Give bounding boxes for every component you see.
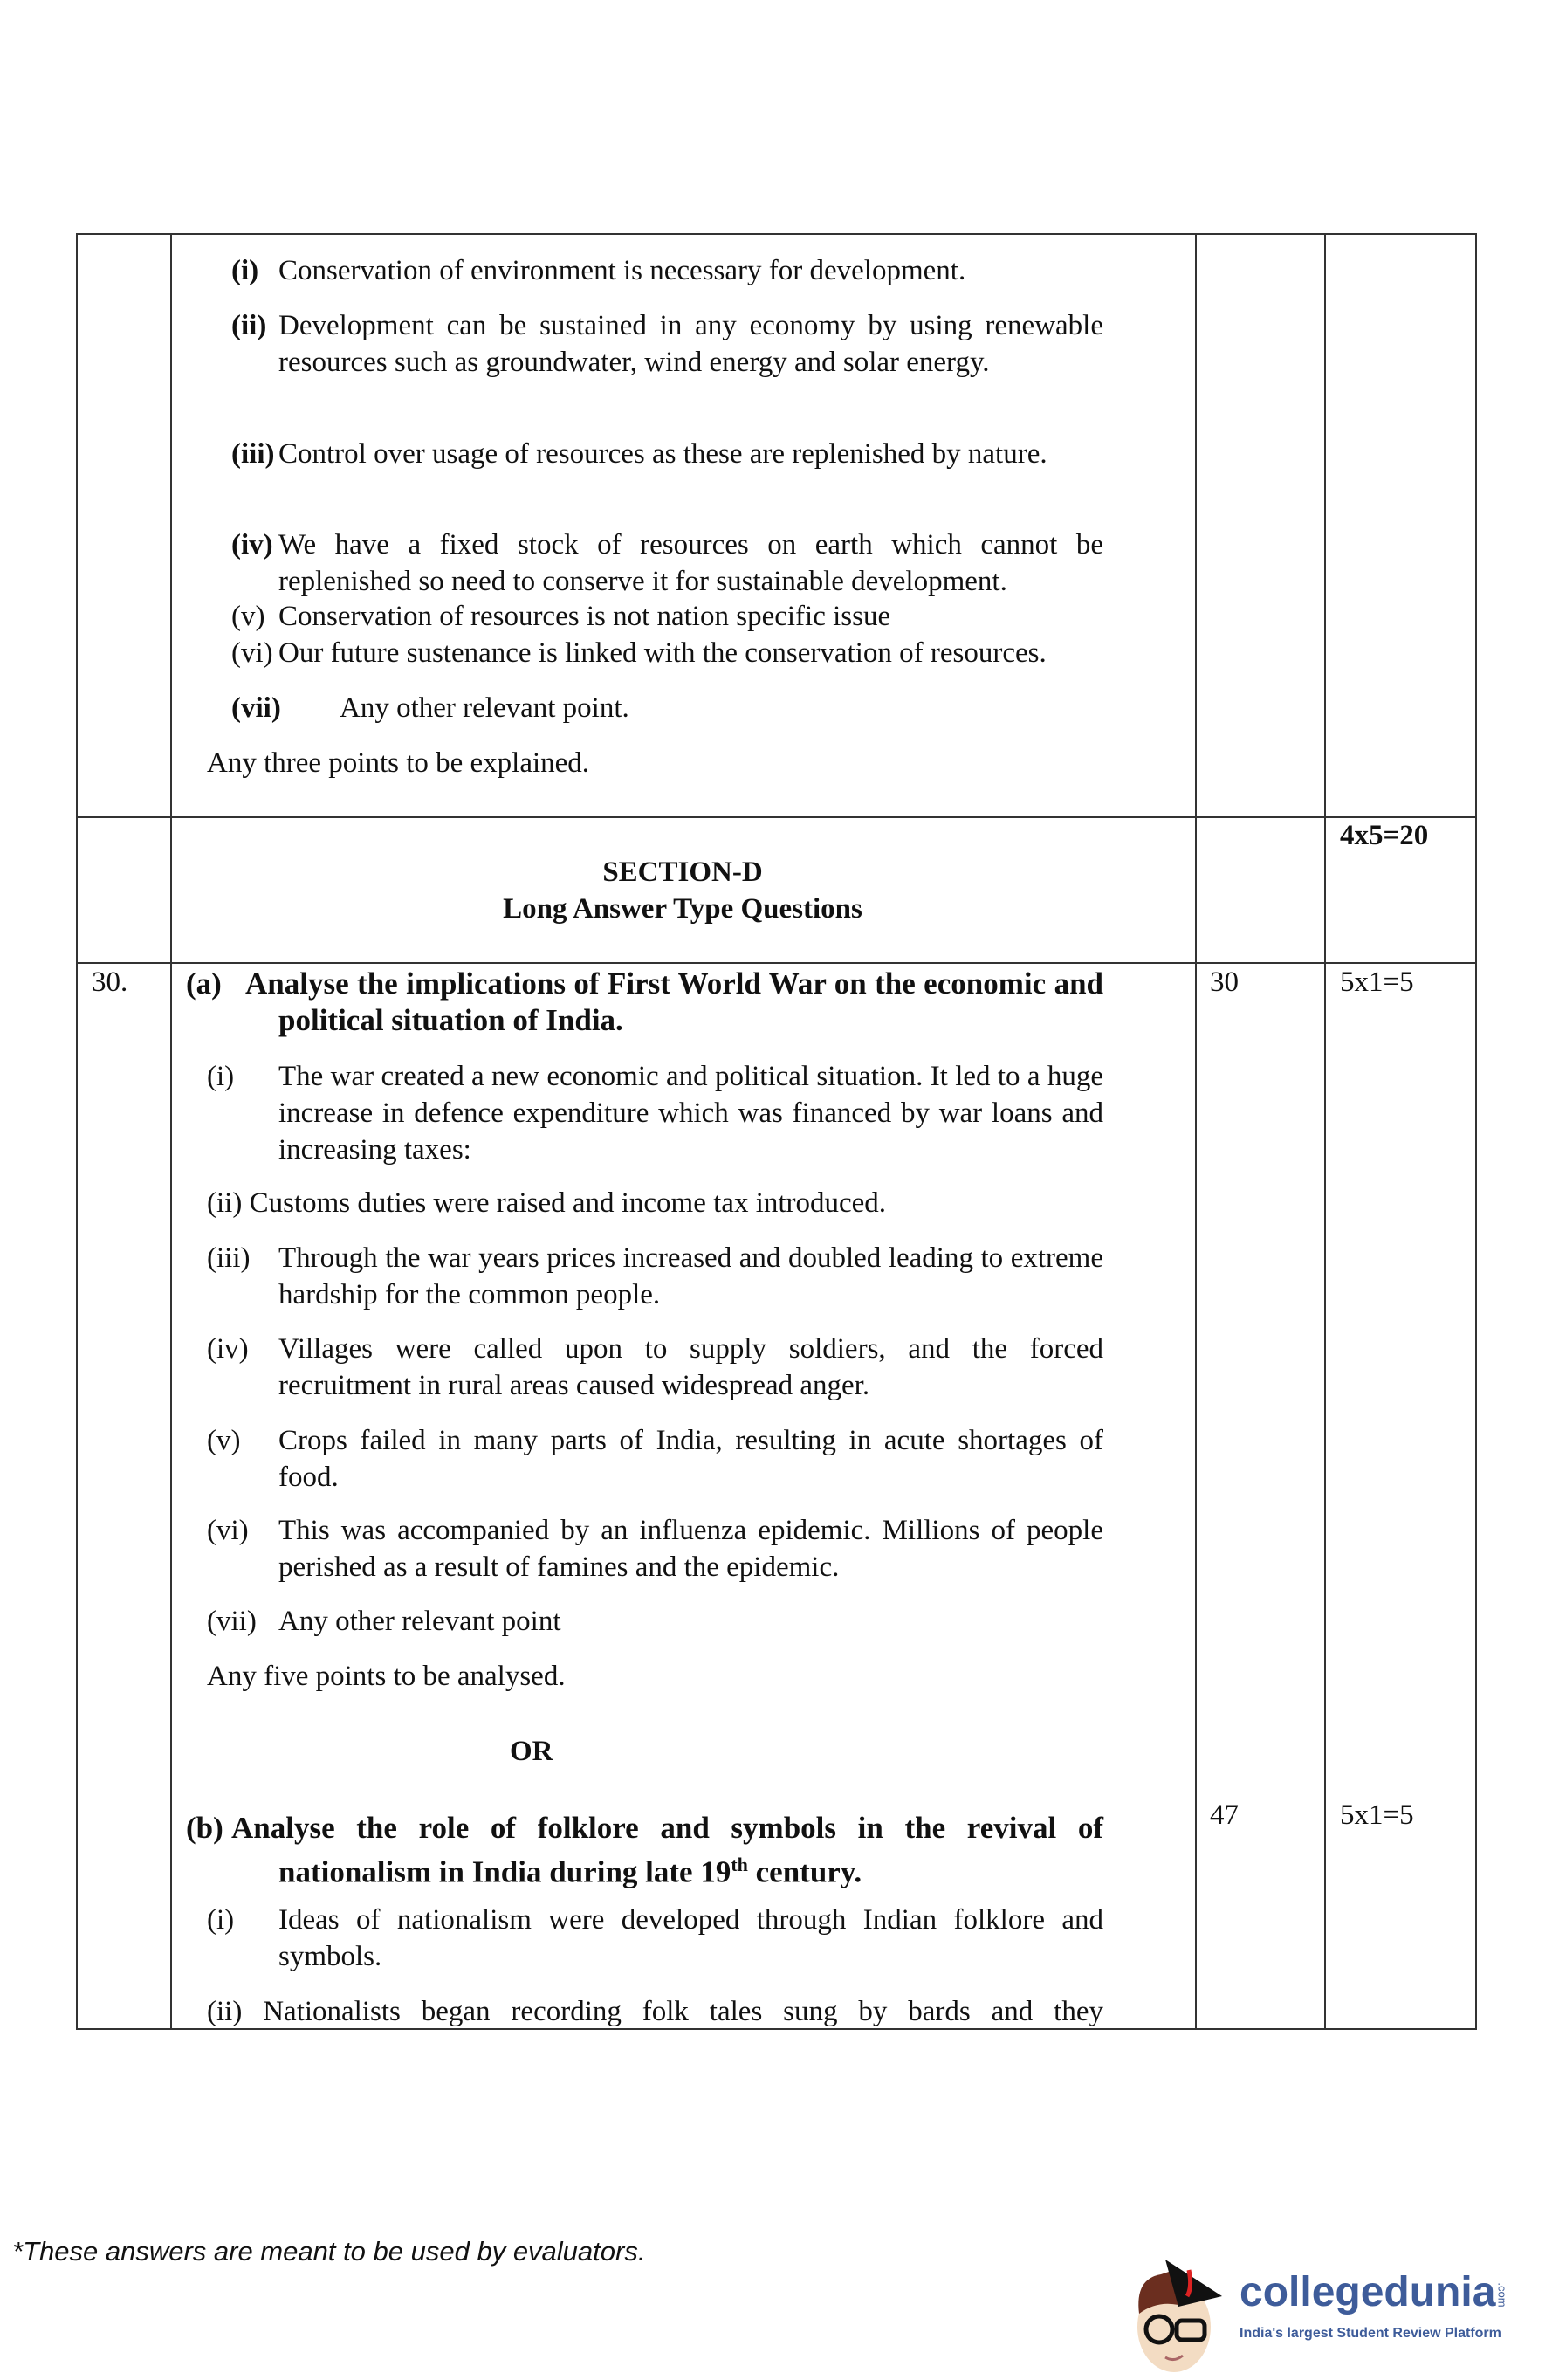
list-item: (iii) Control over usage of resources as these are replenished by nature. bbox=[231, 438, 1047, 470]
list-item: (v) Conservation of resources is not nation specific issue bbox=[231, 601, 891, 632]
logo-tagline: India's largest Student Review Platform bbox=[1240, 2326, 1501, 2341]
column-line bbox=[1324, 233, 1326, 2030]
list-item: (v) Crops failed in many parts of India, resulting in acute shortages of food. bbox=[207, 1425, 1103, 1493]
question-a: (a) Analyse the implications of First World War on the economic and political situation of India. bbox=[186, 966, 1103, 1037]
question-marks: 5x1=5 bbox=[1340, 1799, 1414, 1831]
logo-wordmark: collegedunia.com bbox=[1240, 2269, 1509, 2315]
footer-note: *These answers are meant to be used by evaluators. bbox=[12, 2236, 646, 2267]
section-title: SECTION-D bbox=[602, 856, 763, 888]
column-line bbox=[170, 233, 172, 2030]
list-item: (iv) Villages were called upon to supply soldiers, and the forced recruitment in rural areas caused widespread anger. bbox=[207, 1333, 1103, 1401]
or-divider: OR bbox=[510, 1736, 553, 1767]
instruction-note: Any three points to be explained. bbox=[207, 747, 590, 779]
instruction-note: Any five points to be analysed. bbox=[207, 1661, 566, 1692]
row-divider bbox=[76, 962, 1477, 964]
section-marks: 4x5=20 bbox=[1340, 820, 1429, 851]
question-number: 30. bbox=[92, 966, 128, 998]
collegedunia-logo bbox=[1126, 2253, 1554, 2380]
section-subtitle: Long Answer Type Questions bbox=[503, 893, 862, 925]
list-item: (ii) Customs duties were raised and income tax introduced. bbox=[207, 1187, 887, 1219]
table-border-top bbox=[76, 233, 1477, 235]
page-reference: 30 bbox=[1210, 966, 1239, 998]
row-divider bbox=[76, 816, 1477, 818]
mascot-icon bbox=[1126, 2253, 1231, 2380]
list-item: (vii) Any other relevant point bbox=[207, 1606, 561, 1637]
list-item: (ii) Development can be sustained in any economy by using renewable resources such as groundwater, wind energy and solar energy. bbox=[231, 310, 1103, 378]
column-line bbox=[1475, 233, 1477, 2030]
column-line bbox=[1195, 233, 1197, 2030]
list-item: (vi) This was accompanied by an influenza epidemic. Millions of people perished as a result of famines and the epidemic. bbox=[207, 1515, 1103, 1583]
question-marks: 5x1=5 bbox=[1340, 966, 1414, 998]
question-b: (b) Analyse the role of folklore and symbols in the revival of nationalism in India during late 19th century. bbox=[186, 1811, 1103, 1889]
list-item: (iv) We have a fixed stock of resources on earth which cannot be replenished so need to conserve it for sustainable development. bbox=[231, 529, 1103, 597]
list-item: (iii) Through the war years prices increased and doubled leading to extreme hardship for the common people. bbox=[207, 1242, 1103, 1310]
list-item: (vii) Any other relevant point. bbox=[231, 692, 629, 724]
list-item: (ii) Nationalists began recording folk tales sung by bards and they bbox=[207, 1996, 1103, 2027]
logo-suffix: .com bbox=[1495, 2282, 1509, 2308]
column-line bbox=[76, 233, 78, 2030]
list-item: (vi) Our future sustenance is linked with the conservation of resources. bbox=[231, 637, 1047, 669]
list-item: (i) Ideas of nationalism were developed through Indian folklore and symbols. bbox=[207, 1904, 1103, 1972]
list-item: (i) The war created a new economic and political situation. It led to a huge increase in defence expenditure which was financed by war loans and increasing taxes: bbox=[207, 1061, 1103, 1166]
page-reference: 47 bbox=[1210, 1799, 1239, 1831]
list-item: (i) Conservation of environment is necessary for development. bbox=[231, 255, 966, 286]
